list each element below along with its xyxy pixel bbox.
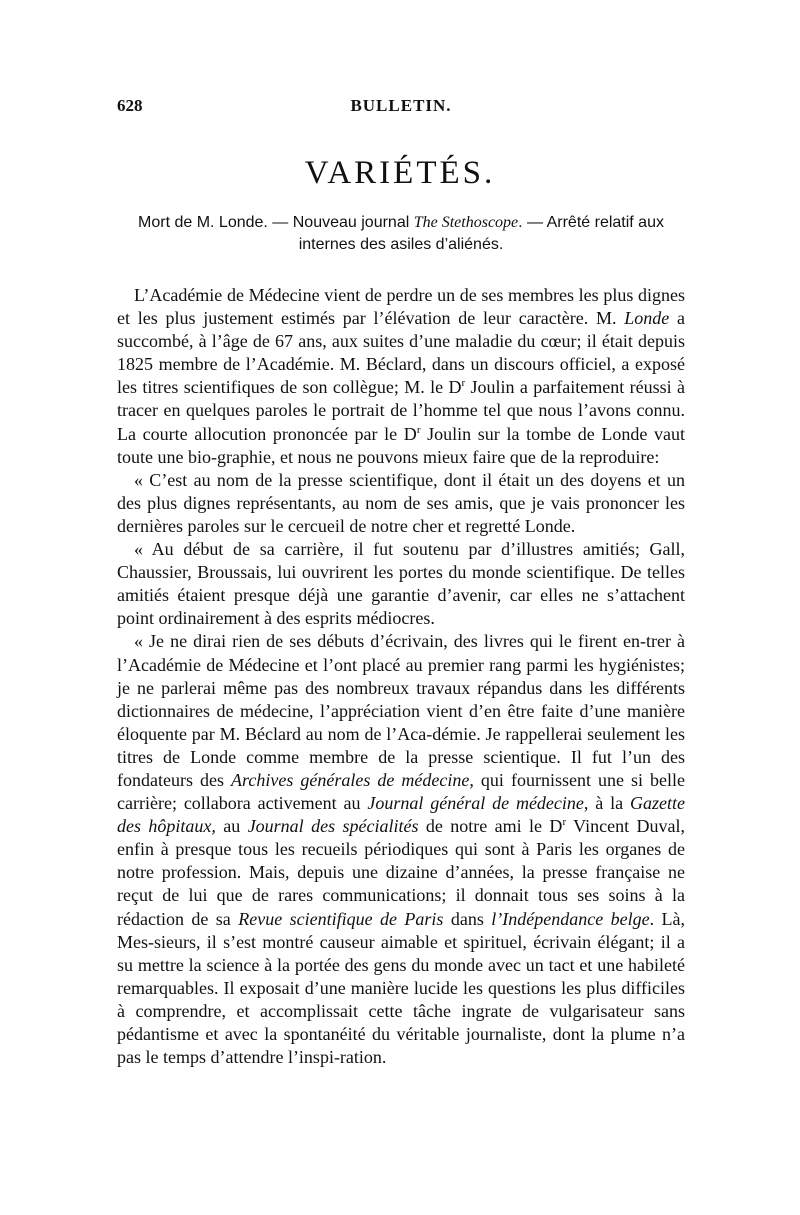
summary-journal-title: The Stethoscope: [413, 214, 519, 231]
paragraph-2: « C’est au nom de la presse scientifique, dont il était un des doyens et un des plus dignes représentants, au nom de ses amis, que je vais prononcer les dernières paroles sur le cercueil de notre cher et regretté Londe.: [117, 469, 685, 536]
paragraph-3: « Au début de sa carrière, il fut soutenu par d’illustres amitiés; Gall, Chaussier, Broussais, lui ouvrirent les portes du monde scientifique. De telles amitiés étaient presque déjà une garantie d’avenir, car elles ne s’attachent point ordinairement à des esprits médiocres.: [117, 539, 685, 629]
journal-title-journal-general: Journal général de médecine: [367, 793, 584, 814]
paragraph-1-text-g: Joulin sur la tombe de Londe vaut toute une bio‑graphie, et nous ne pouvons mieux faire que de la reproduire:: [117, 423, 686, 467]
paragraph-4-text-i: de notre ami le D: [418, 816, 563, 837]
paragraph-4-text-g: au: [215, 816, 248, 837]
journal-title-revue: Revue scientifique de Paris: [238, 908, 444, 929]
paragraph-1-text-a: L’Académie de Médecine vient de perdre un de ses membres les plus dignes et les plus justement estimés par l’élévation de leur caractère. M.: [117, 285, 685, 329]
paragraph-1-text-c: a succombé, à l’âge de 67 ans, aux suites d’une maladie du cœur; il était depuis 1825 membre de l’Académie. M. Béclard, dans un discours officiel, a exposé les titres scientifiques de son collègue; M. le D: [117, 308, 685, 398]
paragraph-4: [117, 630, 685, 1069]
summary-text-1: Mort de M. Londe. — Nouveau journal: [138, 214, 414, 231]
section-summary: [117, 212, 685, 256]
journal-title-specialites: Journal des spécialités: [247, 816, 419, 837]
paragraph-4-text-a: « Je ne dirai rien de ses débuts d’écrivain, des livres qui le firent en‑trer à l’Académie de Médecine et l’ont placé au premier rang parmi les hygiénistes; je ne parlerai même pas des nombreux travaux répandus dans les différents dictionnaires de médecine, l’appréciation vient d’en être faite d’une manière éloquente par M. Béclard au nom de l’Aca‑démie. Je rappellerai seulement les titres de Londe comme membre de la presse scientique. Il fut l’un des fondateurs des: [117, 631, 685, 790]
article-body: [117, 284, 685, 1069]
section-title: VARIÉTÉS.: [304, 155, 496, 191]
summary-text-2: . — Arrêté relatif aux internes des asiles d’aliénés.: [298, 214, 664, 253]
paragraph-4-text-o: . Là, Mes‑sieurs, il s’est montré causeur aimable et spirituel, écrivain élégant; il a su mettre la science à la portée des gens du monde avec un tact et une habileté remarquables. Il exposait d’une manière lucide les questions les plus difficiles à comprendre, et accomplissait cette tâche ingrate de vulgarisateur sans pédantisme et avec la spontanéité du véritable journaliste, dont la plume n’a pas le temps d’attendre l’inspi‑ration.: [117, 908, 686, 1068]
running-head: BULLETIN.: [350, 96, 452, 115]
paragraph-4-text-k: Vincent Duval, enfin à presque tous les recueils périodiques qui sont à Paris les organes de notre profession. Mais, depuis une dizaine d’années, la presse française ne reçut de lui que de rares communications; il donnait tous ses soins à la rédaction de sa: [117, 816, 685, 929]
paragraph-1: [117, 284, 685, 469]
superscript-r: r: [562, 816, 567, 829]
paragraph-1-name-londe: Londe: [624, 308, 670, 329]
paragraph-4-text-c: qui fournissent une si belle carrière; collabora activement au: [117, 769, 686, 814]
superscript-r: r: [461, 377, 466, 390]
journal-title-archives: Archives générales de médecine,: [231, 769, 474, 790]
paragraph-4-text-e: , à la: [583, 793, 631, 814]
paragraph-1-text-e: Joulin a parfaitement réussi à tracer en quelques paroles le portrait de l’homme tel que nous l’avons connu. La courte allocution prononcée par le D: [117, 377, 685, 444]
superscript-r: r: [416, 423, 421, 436]
page-number: 628: [117, 96, 143, 115]
journal-title-gazette: Gazette des hôpitaux,: [117, 793, 685, 837]
page-header: [117, 96, 685, 120]
paragraph-4-text-m: dans: [443, 908, 492, 929]
journal-title-independance: l’Indépendance belge: [491, 908, 650, 929]
